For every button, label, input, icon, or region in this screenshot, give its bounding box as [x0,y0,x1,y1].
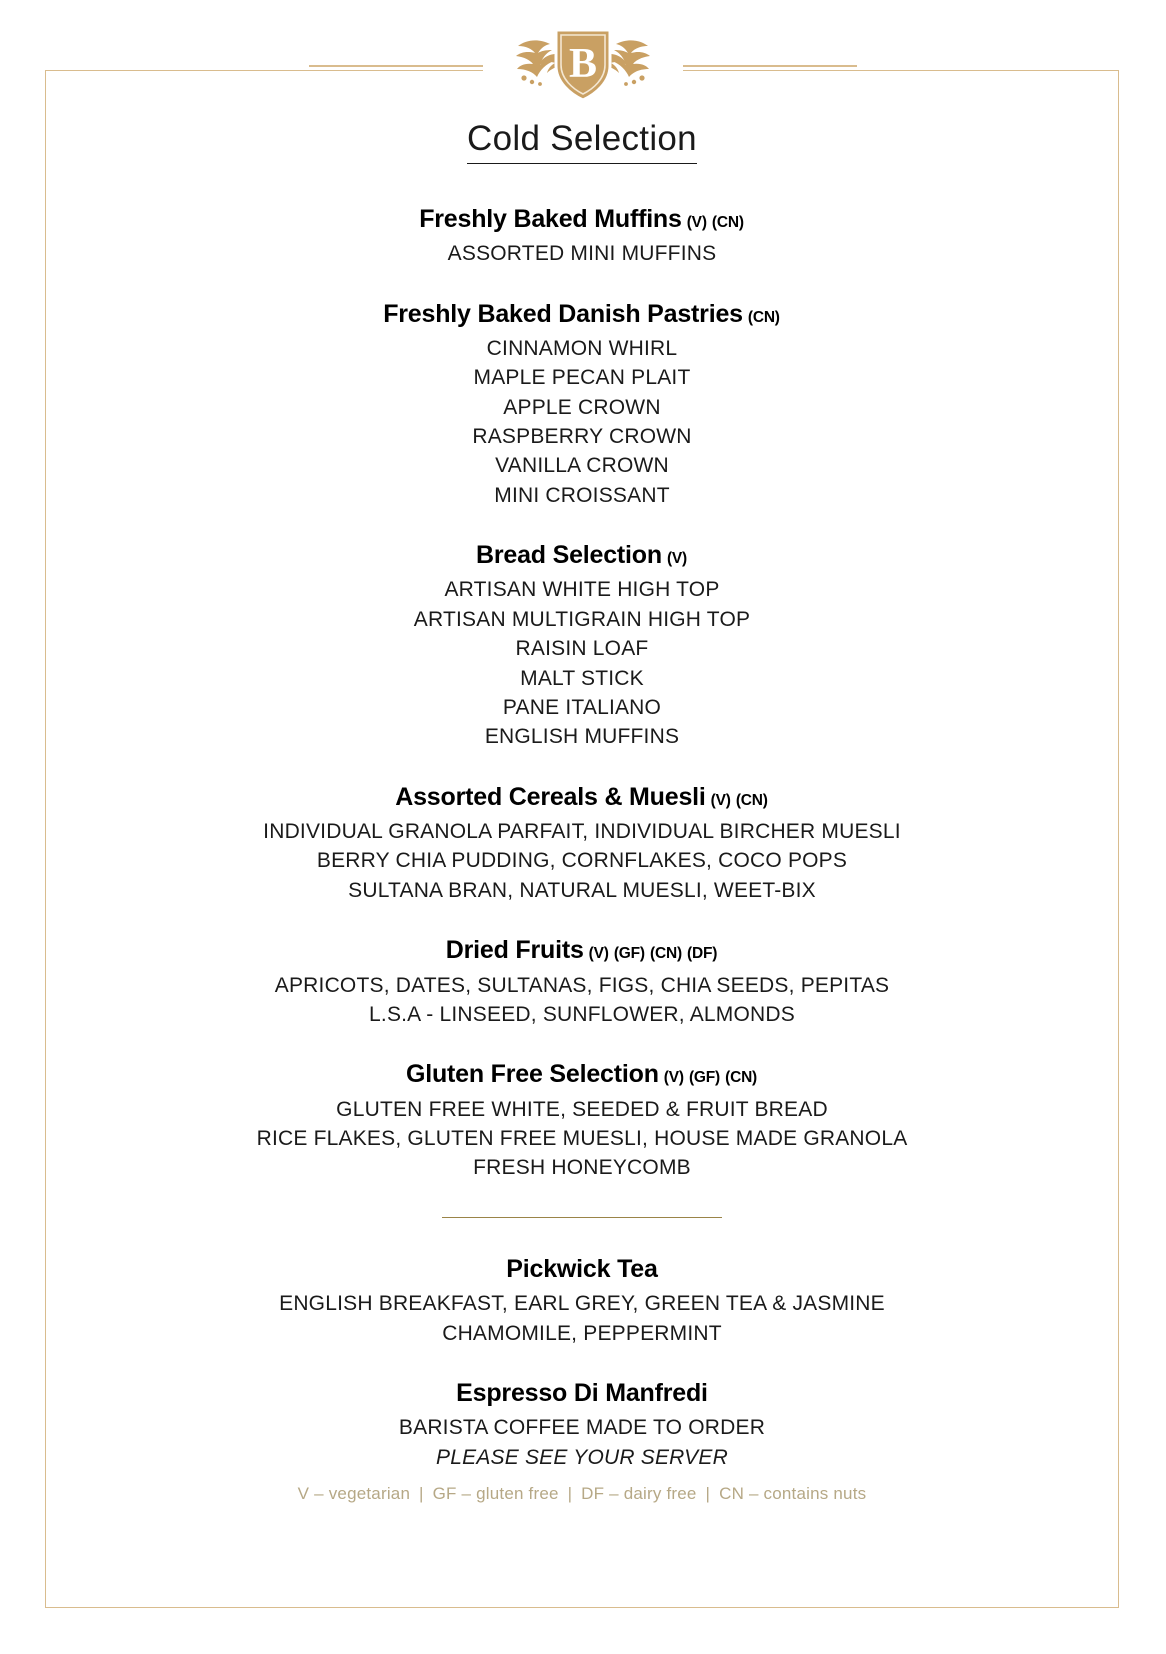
legend-dairy-free: DF – dairy free [581,1484,697,1503]
section-heading-label: Freshly Baked Danish Pastries [383,299,743,328]
menu-header-band [0,18,1166,114]
header-rule-right [677,65,857,67]
menu-item: ARTISAN WHITE HIGH TOP [444,578,720,602]
menu-item: FRESH HONEYCOMB [473,1156,691,1180]
section-dietary-tags [687,214,745,231]
legend-contains-nuts: CN – contains nuts [719,1484,867,1503]
section-heading-label: Dried Fruits [445,936,584,965]
dietary-tag: (GF) [688,1069,720,1087]
crest-letter: B [568,41,598,87]
dietary-tag: (CN) [725,1069,758,1087]
section-heading [45,1059,1119,1090]
dietary-tag: (V) [710,791,731,809]
section-heading [45,540,1119,571]
menu-item: PANE ITALIANO [502,696,662,720]
menu-section [45,935,1119,1029]
menu-item: ASSORTED MINI MUFFINS [447,242,717,266]
section-heading [45,299,1119,330]
section-heading [45,935,1119,966]
section-dietary-tags [711,792,769,809]
section-dietary-tags [667,550,688,567]
menu-content [45,118,1119,1502]
dietary-tag: (V) [588,945,609,963]
menu-item: ENGLISH MUFFINS [484,725,680,749]
menu-item: ENGLISH BREAKFAST, EARL GREY, GREEN TEA & JASMINE [279,1292,885,1316]
menu-item: MINI CROISSANT [494,483,670,507]
menu-section [45,540,1119,752]
menu-section [45,782,1119,905]
header-rule-left [309,65,489,67]
section-heading-label: Bread Selection [475,541,662,570]
menu-item: INDIVIDUAL GRANOLA PARFAIT, INDIVIDUAL BIRCHER MUESLI [263,820,901,844]
menu-section [45,1254,1119,1348]
section-heading [45,782,1119,813]
menu-item: CHAMOMILE, PEPPERMINT [442,1321,722,1345]
menu-item: RICE FLAKES, GLUTEN FREE MUESLI, HOUSE MADE GRANOLA [256,1126,908,1150]
legend-gluten-free: GF – gluten free [432,1484,559,1503]
section-divider [442,1217,722,1218]
page-title: Cold Selection [467,118,697,164]
menu-item: RASPBERRY CROWN [472,425,692,449]
dietary-legend [45,1484,1119,1504]
section-heading [45,204,1119,235]
section-heading-label: Pickwick Tea [506,1255,658,1284]
menu-item: RAISIN LOAF [515,637,649,661]
dietary-tag: (CN) [711,214,744,231]
legend-separator-1: | [419,1484,424,1503]
section-dietary-tags [748,309,781,326]
section-heading [45,1254,1119,1285]
menu-item: MALT STICK [520,666,644,690]
dietary-tag: (CN) [747,308,780,326]
menu-item: APPLE CROWN [503,395,661,419]
menu-item: VANILLA CROWN [495,454,669,478]
dietary-tag: (DF) [687,945,718,963]
menu-section [45,299,1119,511]
menu-section [45,1059,1119,1182]
section-heading-label: Freshly Baked Muffins [419,205,682,233]
menu-item: GLUTEN FREE WHITE, SEEDED & FRUIT BREAD [336,1097,828,1121]
legend-separator-2: | [567,1484,573,1503]
legend-vegetarian: V – vegetarian [297,1484,411,1503]
menu-section [45,204,1119,269]
menu-item-note: PLEASE SEE YOUR SERVER [436,1445,728,1469]
menu-item: L.S.A - LINSEED, SUNFLOWER, ALMONDS [369,1002,795,1026]
menu-item: APRICOTS, DATES, SULTANAS, FIGS, CHIA SEEDS, PEPITAS [274,973,890,997]
dietary-tag: (GF) [613,945,645,963]
section-dietary-tags [589,945,719,962]
menu-item: CINNAMON WHIRL [486,336,678,360]
dietary-tag: (V) [663,1069,684,1087]
dietary-tag: (V) [666,550,687,568]
menu-item: ARTISAN MULTIGRAIN HIGH TOP [413,607,751,631]
hotel-crest-logo [483,18,683,114]
legend-separator-3: | [705,1484,711,1503]
section-heading-label: Gluten Free Selection [405,1060,659,1089]
menu-item: MAPLE PECAN PLAIT [473,366,691,390]
dietary-tag: (CN) [735,791,768,809]
menu-item: BERRY CHIA PUDDING, CORNFLAKES, COCO POPS [316,849,848,873]
menu-item: BARISTA COFFEE MADE TO ORDER [398,1416,766,1440]
food-sections-list [45,204,1119,1183]
menu-section [45,1378,1119,1472]
section-dietary-tags [664,1069,758,1086]
beverage-sections-list [45,1254,1119,1472]
crest-icon [488,20,678,112]
section-heading-label: Assorted Cereals & Muesli [395,782,706,811]
section-heading [45,1378,1119,1409]
section-heading-label: Espresso Di Manfredi [456,1379,708,1408]
dietary-tag: (V) [686,214,707,231]
menu-item: SULTANA BRAN, NATURAL MUESLI, WEET-BIX [348,878,816,902]
dietary-tag: (CN) [650,945,682,963]
